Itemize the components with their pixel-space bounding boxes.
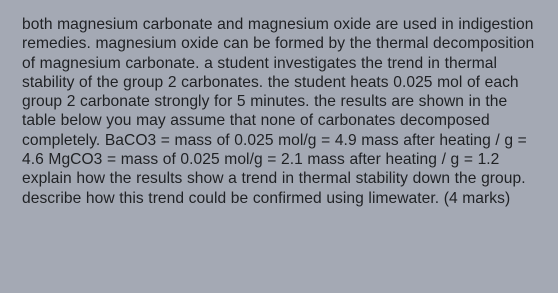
question-text: both magnesium carbonate and magnesium oxide are used in indigestion remedies. magnesium oxide can be formed by the thermal decomposition of magnesium carbonate. a student investigates the trend in thermal stability of the group 2 carbonates. the student heats 0.025 mol of each group 2 carbonate strongly for 5 minutes. the results are shown in the table below you may assume that none of carbonates decomposed completely. BaCO3 = mass of 0.025 mol/g = 4.9 mass after heating / g = 4.6 MgCO3 = mass of 0.025 mol/g = 2.1 mass after heating / g = 1.2 explain how the results show a trend in thermal stability down the group. describe how this trend could be confirmed using limewater. (4 marks) [22, 16, 535, 207]
